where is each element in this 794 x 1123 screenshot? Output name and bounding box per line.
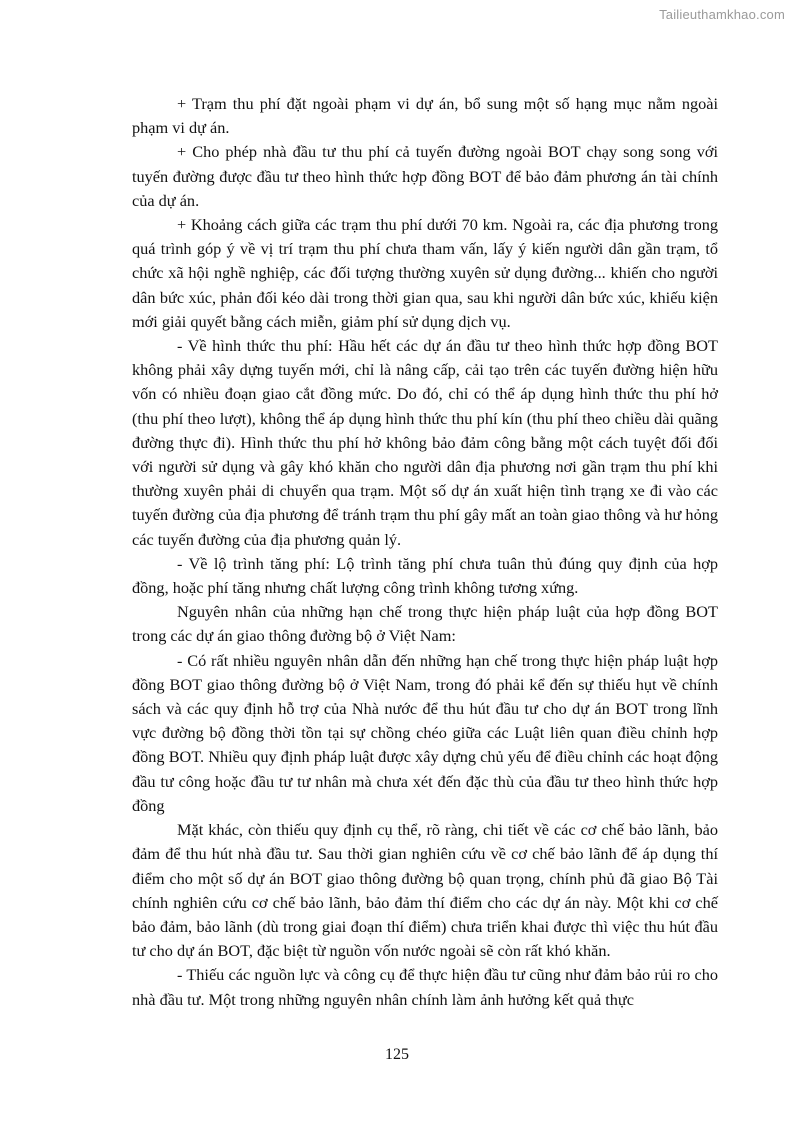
paragraph: - Về hình thức thu phí: Hầu hết các dự án đầu tư theo hình thức hợp đồng BOT không phải xây dựng tuyến mới, chỉ là nâng cấp, cải tạo trên các tuyến đường hiện hữu vốn có nhiều đoạn giao cắt đồng mức. Do đó, chỉ có thể áp dụng hình thức thu phí hở (thu phí theo lượt), không thể áp dụng hình thức thu phí kín (thu phí theo chiều dài quãng đường thực đi). Hình thức thu phí hở không bảo đảm công bằng một cách tuyệt đối đối với người sử dụng và gây khó khăn cho người dân địa phương nơi gần trạm thu phí khi thường xuyên phải di chuyển qua trạm. Một số dự án xuất hiện tình trạng xe đi vào các tuyến đường của địa phương để tránh trạm thu phí gây mất an toàn giao thông và hư hỏng các tuyến đường của địa phương quản lý. (132, 336, 718, 549)
paragraph: - Thiếu các nguồn lực và công cụ để thực hiện đầu tư cũng như đảm bảo rủi ro cho nhà đầu tư. Một trong những nguyên nhân chính làm ảnh hưởng kết quả thực (132, 965, 718, 1009)
paragraph: - Có rất nhiều nguyên nhân dẫn đến những hạn chế trong thực hiện pháp luật hợp đồng BOT giao thông đường bộ ở Việt Nam, trong đó phải kể đến sự thiếu hụt về chính sách và các quy định hỗ trợ của Nhà nước để thu hút đầu tư cho dự án BOT trong lĩnh vực đường bộ đồng thời tồn tại sự chồng chéo giữa các Luật liên quan điều chỉnh hợp đồng BOT. Nhiều quy định pháp luật được xây dựng chủ yếu để điều chỉnh các hoạt động đầu tư công hoặc đầu tư tư nhân mà chưa xét đến đặc thù của đầu tư theo hình thức hợp đồng (132, 650, 718, 815)
paragraph: - Về lộ trình tăng phí: Lộ trình tăng phí chưa tuân thủ đúng quy định của hợp đồng, hoặc phí tăng nhưng chất lượng công trình không tương xứng. (132, 553, 718, 598)
paragraph: + Cho phép nhà đầu tư thu phí cả tuyến đường ngoài BOT chạy song song với tuyến đường được đầu tư theo hình thức hợp đồng BOT để bảo đảm phương án tài chính của dự án. (132, 142, 718, 210)
page-number: 125 (385, 1046, 409, 1063)
paragraph: Mặt khác, còn thiếu quy định cụ thể, rõ ràng, chi tiết về các cơ chế bảo lãnh, bảo đảm để thu hút nhà đầu tư. Sau thời gian nghiên cứu về cơ chế bảo lãnh để áp dụng thí điểm cho một số dự án BOT giao thông đường bộ quan trọng, chính phủ đã giao Bộ Tài chính nghiên cứu cơ chế bảo lãnh, bảo đảm thí điểm cho các dự án này. Một khi cơ chế bảo đảm, bảo lãnh (dù trong giai đoạn thí điểm) chưa triển khai được thì việc thu hút đầu tư cho dự án BOT, đặc biệt từ nguồn vốn nước ngoài sẽ còn rất khó khăn. (132, 820, 718, 961)
watermark: Tailieuthamkhao.com (659, 7, 785, 22)
document-body (132, 92, 718, 1012)
paragraph: + Trạm thu phí đặt ngoài phạm vi dự án, bổ sung một số hạng mục nằm ngoài phạm vi dự án. (132, 94, 718, 138)
paragraph: + Khoảng cách giữa các trạm thu phí dưới 70 km. Ngoài ra, các địa phương trong quá trình góp ý về vị trí trạm thu phí chưa tham vấn, lấy ý kiến người dân gần trạm, tổ chức xã hội nghề nghiệp, các đối tượng thường xuyên sử dụng đường... khiến cho người dân bức xúc, phản đối kéo dài trong thời gian qua, sau khi người dân bức xúc, khiếu kiện mới giải quyết bằng cách miễn, giảm phí sử dụng dịch vụ. (132, 215, 718, 331)
paragraph: Nguyên nhân của những hạn chế trong thực hiện pháp luật của hợp đồng BOT trong các dự án giao thông đường bộ ở Việt Nam: (132, 602, 718, 646)
